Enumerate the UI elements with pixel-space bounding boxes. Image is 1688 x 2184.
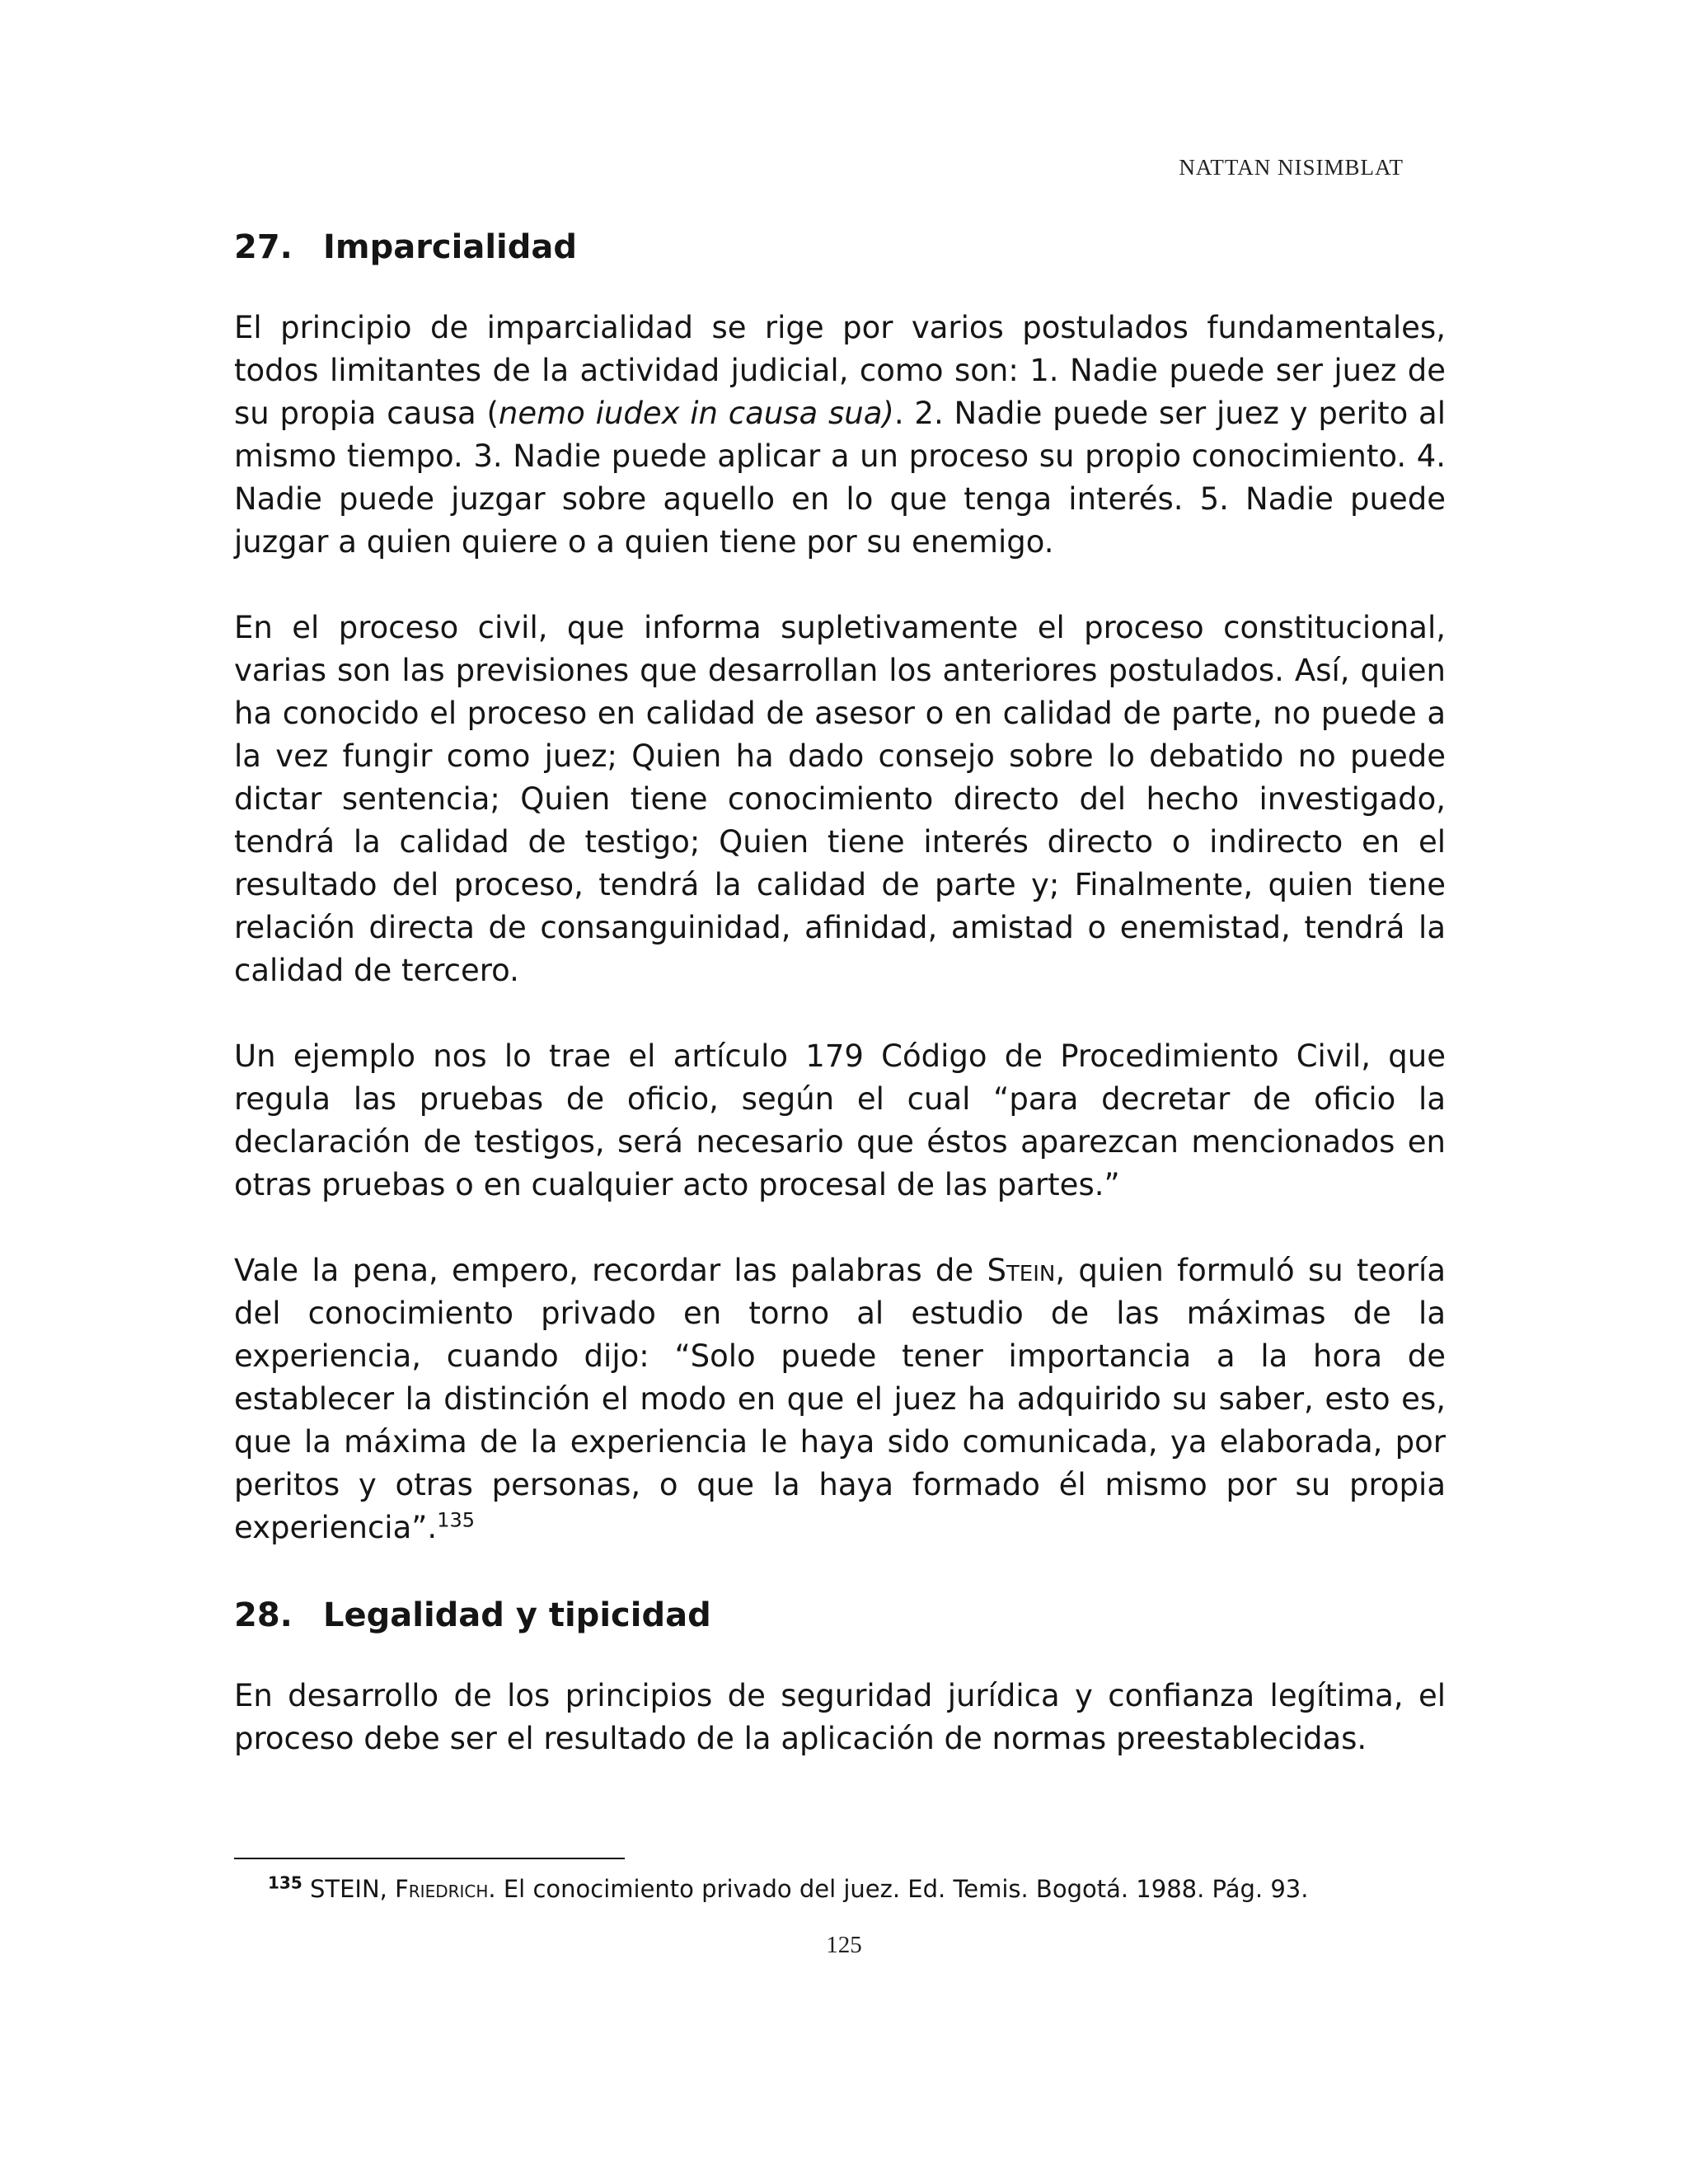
paragraph-text: Vale la pena, empero, recordar las palabras de bbox=[234, 1253, 987, 1288]
footnote-text: . El conocimiento privado del juez. Ed. Temis. Bogotá. 1988. Pág. 93. bbox=[488, 1875, 1309, 1903]
section-title: Legalidad y tipicidad bbox=[323, 1596, 711, 1634]
paragraph-imparcialidad-4 bbox=[234, 1249, 1446, 1549]
paragraph-text: . 2. Nadie puede ser juez y perito al mismo tiempo. 3. Nadie puede aplicar a un proceso su propio conocimiento. 4. Nadie puede juzgar sobre aquello en lo que tenga interés. 5. Nadie puede juzgar a quien quiere o a quien tiene por su enemigo. bbox=[234, 396, 1447, 560]
page-body bbox=[234, 224, 1446, 1803]
footnote-author-last: STEIN, bbox=[309, 1875, 396, 1903]
footnote-marker: 135 bbox=[268, 1872, 302, 1893]
footnote-divider bbox=[234, 1858, 625, 1859]
paragraph-text: , quien formuló su teoría del conocimiento privado en torno al estudio de las máximas de la experiencia, cuando dijo: “Solo puede tener importancia a la hora de establecer la distinción el modo en que el juez ha adquirido su saber, esto es, que la máxima de la experiencia le haya sido comunicada, ya elaborada, por peritos y otras personas, o que la haya formado él mismo por su propia experiencia”. bbox=[234, 1253, 1446, 1545]
running-head: NATTAN NISIMBLAT bbox=[1179, 155, 1404, 180]
section-heading-27 bbox=[234, 224, 1446, 270]
latin-maxim: nemo iudex in causa sua) bbox=[498, 396, 894, 431]
paragraph-imparcialidad-2: En el proceso civil, que informa supletivamente el proceso constitucional, varias son las previsiones que desarrollan los anteriores postulados. Así, quien ha conocido el proceso en calidad de asesor o en calidad de parte, no puede a la vez fungir como juez; Quien ha dado consejo sobre lo debatido no puede dictar sentencia; Quien tiene conocimiento directo del hecho investigado, tendrá la calidad de testigo; Quien tiene interés directo o indirecto en el resultado del proceso, tendrá la calidad de parte y; Finalmente, quien tiene relación directa de consanguinidad, afinidad, amistad o enemistad, tendrá la calidad de tercero. bbox=[234, 610, 1446, 988]
section-number: 28. bbox=[234, 1596, 293, 1634]
section-number: 27. bbox=[234, 228, 293, 266]
footnote bbox=[268, 1872, 1447, 1905]
footnote-author-first: Friedrich bbox=[395, 1875, 489, 1903]
paragraph-text: El principio de imparcialidad se rige por varios postulados fundamentales, todos limitantes de la actividad judicial, como son: 1. Nadie puede ser juez de su propia causa ( bbox=[234, 310, 1446, 431]
paragraph-imparcialidad-3: Un ejemplo nos lo trae el artículo 179 Código de Procedimiento Civil, que regula las pruebas de oficio, según el cual “para decretar de oficio la declaración de testigos, será necesario que éstos aparezcan mencionados en otras pruebas o en cualquier acto procesal de las partes.” bbox=[234, 1038, 1446, 1202]
section-heading-28 bbox=[234, 1592, 1446, 1638]
footnote-reference[interactable]: 135 bbox=[437, 1508, 476, 1532]
paragraph-legalidad-1: En desarrollo de los principios de seguridad jurídica y confianza legítima, el proceso debe ser el resultado de la aplicación de normas preestablecidas. bbox=[234, 1678, 1446, 1756]
page-number: 125 bbox=[826, 1932, 862, 1958]
section-title: Imparcialidad bbox=[323, 228, 578, 266]
paragraph-imparcialidad-1 bbox=[234, 307, 1446, 564]
author-name: Stein bbox=[987, 1253, 1056, 1288]
